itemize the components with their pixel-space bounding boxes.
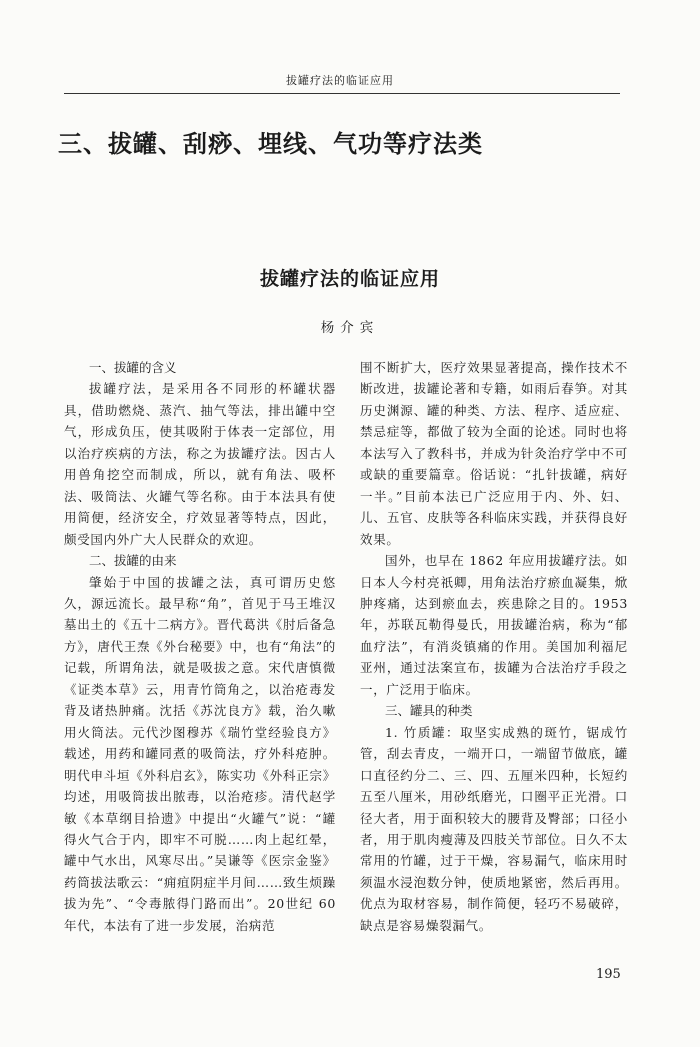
paragraph-origin: 肇始于中国的拔罐之法，真可谓历史悠久，源远流长。最早称“角”，首见于马王堆汉墓出土的《五十二病方》。晋代葛洪《肘后备急方》，唐代王焘《外台秘要》中，也有“角法”的记载，所谓角法，就是吸拔之意。宋代唐慎微《证类本草》云，用青竹筒角之，以治疮毒发背及诸热肿痛。沈括《苏沈良方》载，治久嗽用火筒法。元代沙图穆苏《瑞竹堂经验良方》载述，用药和罐同煮的吸筒法，疗外科疮肿。明代申斗垣《外科启玄》，陈实功《外科正宗》均述，用吸筒拔出脓毒，以治疮疹。清代赵学敏《本草纲目拾遗》中提出“火罐气”说：“罐得火气合于内，即牢不可脱……肉上起红晕，罐中气水出，风寒尽出。”吴谦等《医宗金鉴》药筒拔法歌云：“痈疽阴症半月间……致生烦躁拔为先”、“令毒脓得门路而出”。20世纪 60 年代，本法有了进一步发展，治病范: [64, 574, 336, 933]
page-number: 195: [596, 967, 621, 982]
header-rule: [64, 93, 620, 94]
heading-meaning: 一、拔罐的含义: [89, 360, 177, 375]
section-title: 三、拔罐、刮痧、埋线、气功等疗法类: [58, 130, 483, 158]
paragraph-bamboo-cup: 1. 竹质罐：取坚实成熟的斑竹，锯成竹管，刮去青皮，一端开口，一端留节做底，罐口直径约分二、三、四、五厘米四种，长短约五至八厘米，用砂纸磨光，口圈平正光滑。口径大者，用于面积较大的腰背及臀部；口径小者，用于肌肉瘦薄及四肢关节部位。日久不太常用的竹罐，过于干燥，容易漏气，临床用时须温水浸泡数分钟，使质地紧密，然后再用。优点为取材容易，制作简便，轻巧不易破碎，缺点是容易燥裂漏气。: [360, 724, 628, 933]
left-column: [64, 357, 336, 936]
right-column: [360, 357, 628, 936]
paragraph-development: 围不断扩大，医疗效果显著提高，操作技术不断改进，拔罐论著和专籍，如雨后春笋。对其历史渊源、罐的种类、方法、程序、适应症、禁忌症等，都做了较为全面的论述。同时也将本法写入了教科书，并成为针灸治疗学中不可或缺的重要篇章。俗话说：“扎针拔罐，病好一半。”目前本法已广泛应用于内、外、妇、儿、五官、皮肤等各科临床实践，并获得良好效果。: [360, 360, 628, 547]
running-head: 拔罐疗法的临证应用: [286, 74, 394, 87]
heading-types: 三、罐具的种类: [385, 703, 473, 719]
heading-origin: 二、拔罐的由来: [89, 553, 177, 569]
article-title: 拔罐疗法的临证应用: [259, 268, 440, 290]
paragraph-abroad: 国外，也早在 1862 年应用拔罐疗法。如日本人今村亮祇卿，用角法治疗瘀血凝集，焮肿疼痛，达到瘀血去，疾患除之目的。1953年，苏联瓦勒得曼氏，用拔罐治病，称为“郁血疗法”，有消炎镇痛的作用。美国加利福尼亚州，通过法案宣布，拔罐为合法治疗手段之一，广泛用于临床。: [360, 553, 628, 697]
paragraph-meaning: 拔罐疗法，是采用各不同形的杯罐状器具，借助燃烧、蒸汽、抽气等法，排出罐中空气，形成负压，使其吸附于体表一定部位，用以治疗疾病的方法，称之为拔罐疗法。因古人用兽角挖空而制成，所以，就有角法、吸杯法、吸筒法、火罐气等名称。由于本法具有使用简便，经济安全，疗效显著等特点，因此，颇受国内外广大人民群众的欢迎。: [64, 381, 336, 547]
author-name: 杨介宾: [320, 320, 380, 336]
